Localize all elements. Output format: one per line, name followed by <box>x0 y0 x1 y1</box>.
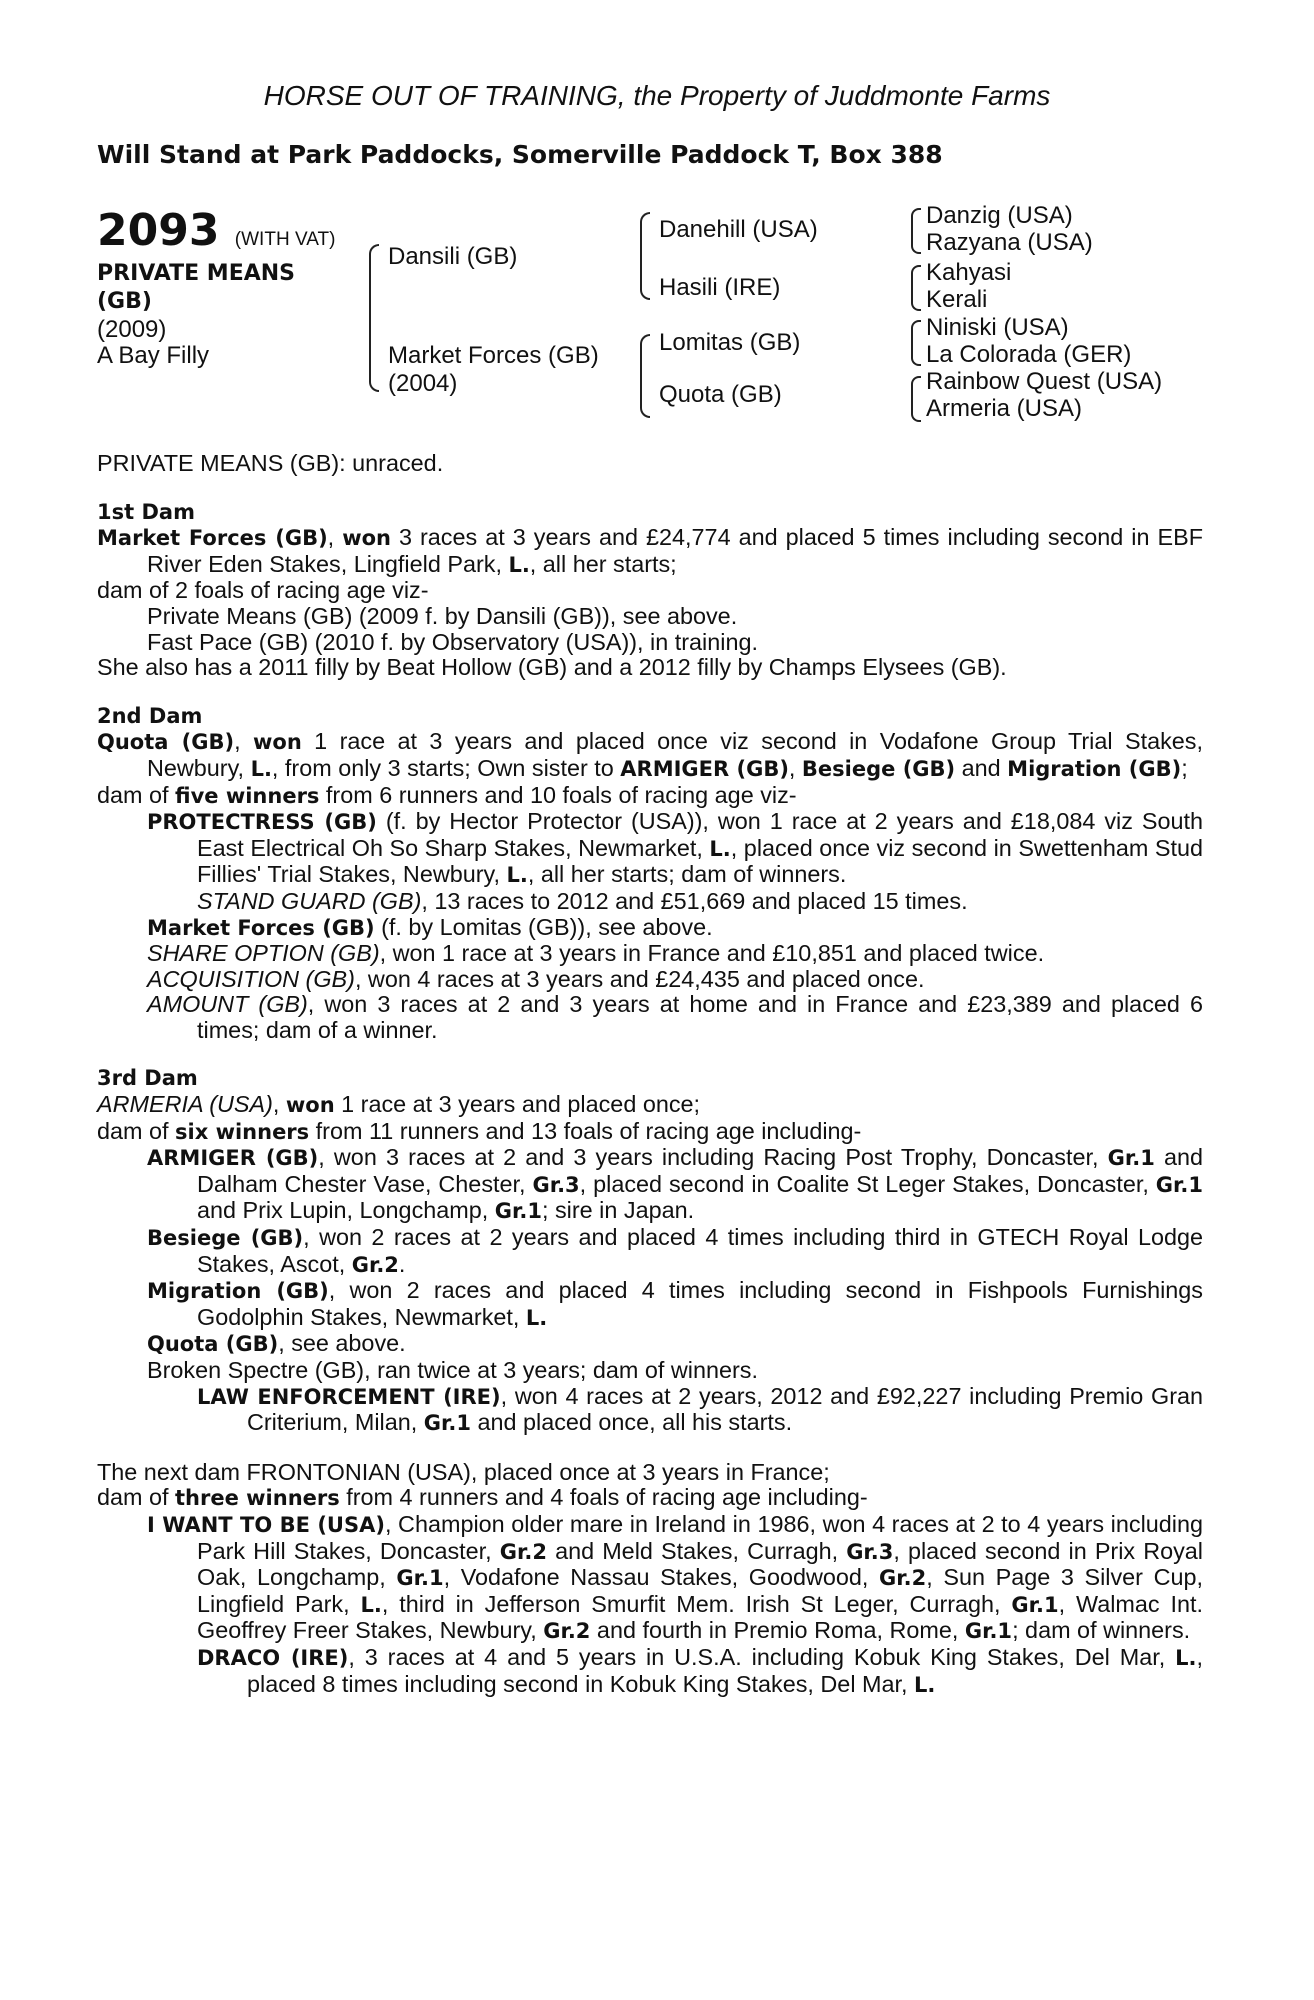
next-dam-section <box>97 1460 1203 1698</box>
first-dam-produce-line: dam of 2 foals of racing age viz- <box>97 577 429 604</box>
horse-name: Market Forces (GB) <box>97 526 328 551</box>
produce-entry: I WANT TO BE (USA), Champion older mare in Ireland in 1986, won 4 races at 2 to 4 years including Park Hill Stakes, Doncaster, Gr.2 and Meld Stakes, Curragh, Gr.3, placed second in Prix Royal Oak, Longchamp, Gr.1, Vodafone Nassau Stakes, Goodwood, Gr.2, Sun Page 3 Silver Cup, Lingfield Park, L., third in Jefferson Smurfit Mem. Irish St Leger, Curragh, Gr.1, Walmac Int. Geoffrey Freer Stakes, Newbury, Gr.2 and fourth in Premio Roma, Rome, Gr.1; dam of winners. <box>147 1510 1203 1644</box>
next-dam-record: The next dam FRONTONIAN (USA), placed once at 3 years in France; <box>97 1458 830 1485</box>
produce-entry: STAND GUARD (GB), 13 races to 2012 and £51,669 and placed 15 times. <box>197 887 968 914</box>
produce-entry: AMOUNT (GB), won 3 races at 2 and 3 years at home and in France and £23,389 and placed 6 times; dam of a winner. <box>147 991 1203 1043</box>
horse-origin: (GB) <box>97 289 152 314</box>
pedigree-g3-3: Kahyasi <box>926 259 1012 286</box>
produce-entry: Private Means (GB) (2009 f. by Dansili (GB)), see above. <box>147 602 738 629</box>
produce-entry: Migration (GB), won 2 races and placed 4 times including second in Fishpools Furnishings Godolphin Stakes, Newmarket, L. <box>147 1277 1203 1330</box>
stand-location: Will Stand at Park Paddocks, Somerville Paddock T, Box 388 <box>97 140 943 169</box>
pedigree-brace-3a <box>911 208 921 254</box>
third-dam-record: ARMERIA (USA), won 1 race at 3 years and placed once; <box>97 1091 701 1118</box>
third-dam-heading: 3rd Dam <box>97 1066 198 1091</box>
race-record: PRIVATE MEANS (GB): unraced. <box>97 450 444 476</box>
pedigree-sire-sire: Danehill (USA) <box>659 216 818 243</box>
pedigree-sire-dam: Hasili (IRE) <box>659 274 781 301</box>
produce-entry: DRACO (IRE), 3 races at 4 and 5 years in U.S.A. including Kobuk King Stakes, Del Mar, L., placed 8 times including second in Kobuk King Stakes, Del Mar, L. <box>197 1643 1203 1697</box>
second-dam-section <box>97 704 1203 1044</box>
third-dam-produce-line: dam of six winners from 11 runners and 13 foals of racing age including- <box>97 1117 862 1144</box>
pedigree-brace-3c <box>911 320 921 366</box>
second-dam-produce-line: dam of five winners from 6 runners and 10 foals of racing age viz- <box>97 781 797 808</box>
pedigree-sire: Dansili (GB) <box>388 243 518 270</box>
pedigree-brace-2a <box>640 212 650 300</box>
page-header: HORSE OUT OF TRAINING, the Property of Juddmonte Farms <box>263 80 1051 111</box>
first-dam-section <box>97 500 1203 681</box>
pedigree-dam-sire: Lomitas (GB) <box>659 329 801 356</box>
pedigree-g3-1: Danzig (USA) <box>926 202 1073 229</box>
pedigree-brace-3b <box>911 265 921 311</box>
pedigree-g3-2: Razyana (USA) <box>926 229 1093 256</box>
horse-description: A Bay Filly <box>97 342 210 369</box>
second-dam-record: Quota (GB), won 1 race at 3 years and placed once viz second in Vodafone Group Trial Stakes, Newbury, L., from only 3 starts; Own sister to ARMIGER (GB), Besiege (GB) and Migration (GB); <box>97 728 1203 781</box>
produce-note: She also has a 2011 filly by Beat Hollow (GB) and a 2012 filly by Champs Elysees (GB). <box>97 654 1007 681</box>
pedigree-g3-5: Niniski (USA) <box>926 314 1069 341</box>
produce-entry: Fast Pace (GB) (2010 f. by Observatory (USA)), in training. <box>147 628 758 655</box>
produce-entry: Quota (GB), see above. <box>147 1330 406 1357</box>
pedigree-dam-year: (2004) <box>388 370 458 397</box>
produce-entry: SHARE OPTION (GB), won 1 race at 3 years in France and £10,851 and placed twice. <box>147 940 1045 967</box>
pedigree-g3-4: Kerali <box>926 286 988 313</box>
pedigree-brace-1 <box>369 244 379 392</box>
pedigree-dam-dam: Quota (GB) <box>659 381 782 408</box>
pedigree-g3-8: Armeria (USA) <box>926 395 1083 422</box>
produce-entry: Market Forces (GB) (f. by Lomitas (GB)), see above. <box>147 913 713 940</box>
first-dam-record: Market Forces (GB), won 3 races at 3 years and £24,774 and placed 5 times including second in EBF River Eden Stakes, Lingfield Park, L., all her starts; <box>97 524 1203 577</box>
lot-number: 2093 (WITH VAT) <box>97 205 336 256</box>
produce-entry: PROTECTRESS (GB) (f. by Hector Protector (USA)), won 1 race at 2 years and £18,084 viz South East Electrical Oh So Sharp Stakes, Newmarket, L., placed once viz second in Swettenham Stud Fillies' Trial Stakes, Newbury, L., all her starts; dam of winners. <box>147 808 1203 888</box>
horse-year: (2009) <box>97 316 167 343</box>
vat-note: (WITH VAT) <box>234 229 336 250</box>
next-dam-produce-line: dam of three winners from 4 runners and 4 foals of racing age including- <box>97 1484 868 1511</box>
pedigree-brace-2b <box>640 334 650 418</box>
second-dam-heading: 2nd Dam <box>97 703 203 728</box>
pedigree-g3-6: La Colorada (GER) <box>926 341 1132 368</box>
produce-entry: ARMIGER (GB), won 3 races at 2 and 3 years including Racing Post Trophy, Doncaster, Gr.1 and Dalham Chester Vase, Chester, Gr.3, placed second in Coalite St Leger Stakes, Doncaster, Gr.1 and Prix Lupin, Longchamp, Gr.1; sire in Japan. <box>147 1144 1203 1224</box>
pedigree-brace-3d <box>911 376 921 422</box>
pedigree-g3-7: Rainbow Quest (USA) <box>926 368 1163 395</box>
produce-entry: ACQUISITION (GB), won 4 races at 3 years and £24,435 and placed once. <box>147 965 925 992</box>
first-dam-heading: 1st Dam <box>97 499 195 524</box>
produce-entry: Broken Spectre (GB), ran twice at 3 years; dam of winners. <box>147 1357 759 1383</box>
horse-name: PRIVATE MEANS <box>97 261 295 286</box>
produce-entry: LAW ENFORCEMENT (IRE), won 4 races at 2 years, 2012 and £92,227 including Premio Gran Criterium, Milan, Gr.1 and placed once, all his starts. <box>197 1382 1203 1436</box>
produce-entry: Besiege (GB), won 2 races at 2 years and placed 4 times including third in GTECH Royal Lodge Stakes, Ascot, Gr.2. <box>147 1224 1203 1277</box>
third-dam-section <box>97 1066 1203 1436</box>
catalogue-body <box>97 451 1203 1698</box>
pedigree-dam: Market Forces (GB) <box>388 342 599 369</box>
